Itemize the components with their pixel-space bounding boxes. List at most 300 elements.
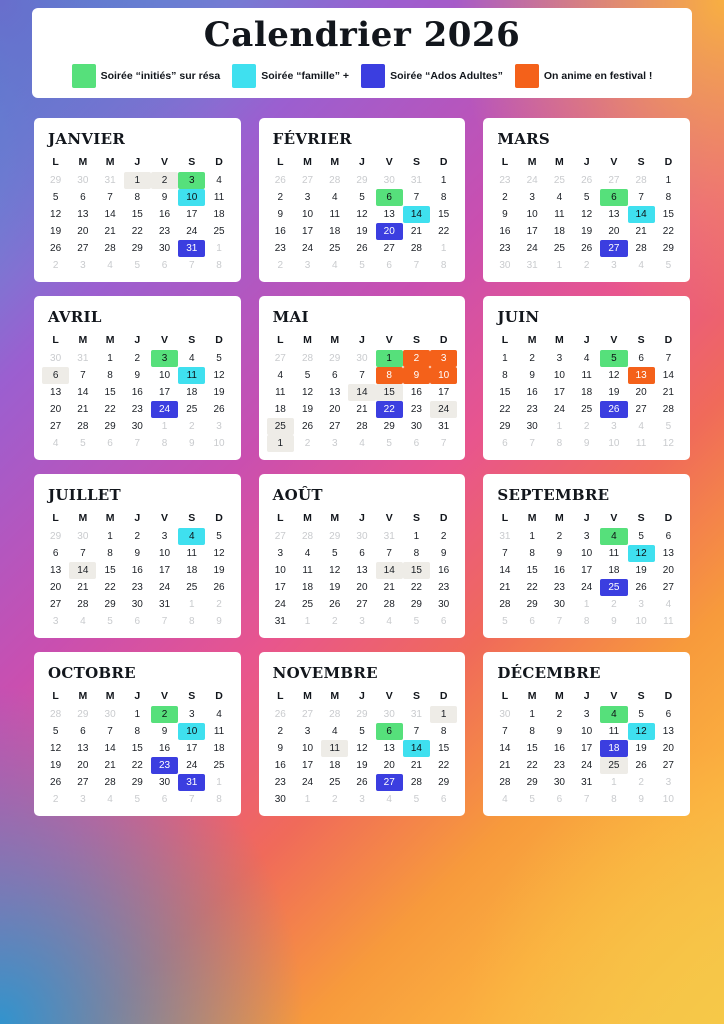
day-cell[interactable] [294, 240, 321, 257]
day-cell[interactable] [546, 740, 573, 757]
day-cell[interactable] [69, 223, 96, 240]
day-cell[interactable] [403, 545, 430, 562]
day-cell[interactable] [267, 206, 294, 223]
day-cell[interactable] [124, 435, 151, 452]
day-cell[interactable] [205, 350, 232, 367]
day-cell[interactable] [124, 223, 151, 240]
day-cell[interactable] [573, 545, 600, 562]
day-cell[interactable] [600, 401, 627, 418]
day-cell[interactable] [376, 723, 403, 740]
day-cell[interactable] [69, 418, 96, 435]
day-cell[interactable] [376, 706, 403, 723]
day-cell[interactable] [321, 240, 348, 257]
day-cell[interactable] [573, 740, 600, 757]
day-cell[interactable] [294, 350, 321, 367]
day-cell[interactable] [348, 596, 375, 613]
day-cell[interactable] [546, 172, 573, 189]
day-cell[interactable] [178, 435, 205, 452]
day-cell[interactable] [491, 206, 518, 223]
day-cell[interactable] [655, 528, 682, 545]
day-cell[interactable] [267, 723, 294, 740]
day-cell[interactable] [376, 757, 403, 774]
day-cell[interactable] [628, 562, 655, 579]
day-cell[interactable] [42, 223, 69, 240]
day-cell[interactable] [546, 384, 573, 401]
day-cell[interactable] [267, 240, 294, 257]
day-cell[interactable] [178, 240, 205, 257]
day-cell[interactable] [151, 257, 178, 274]
day-cell[interactable] [573, 579, 600, 596]
day-cell[interactable] [628, 223, 655, 240]
day-cell[interactable] [267, 172, 294, 189]
day-cell[interactable] [600, 172, 627, 189]
day-cell[interactable] [42, 384, 69, 401]
day-cell[interactable] [376, 579, 403, 596]
day-cell[interactable] [430, 740, 457, 757]
day-cell[interactable] [573, 757, 600, 774]
day-cell[interactable] [600, 206, 627, 223]
day-cell[interactable] [376, 206, 403, 223]
day-cell[interactable] [294, 740, 321, 757]
day-cell[interactable] [491, 350, 518, 367]
day-cell[interactable] [573, 791, 600, 808]
day-cell[interactable] [628, 350, 655, 367]
day-cell[interactable] [491, 596, 518, 613]
day-cell[interactable] [519, 172, 546, 189]
day-cell[interactable] [430, 545, 457, 562]
day-cell[interactable] [600, 240, 627, 257]
day-cell[interactable] [178, 706, 205, 723]
day-cell[interactable] [124, 706, 151, 723]
day-cell[interactable] [42, 774, 69, 791]
day-cell[interactable] [403, 723, 430, 740]
day-cell[interactable] [267, 757, 294, 774]
day-cell[interactable] [376, 528, 403, 545]
day-cell[interactable] [573, 528, 600, 545]
day-cell[interactable] [491, 528, 518, 545]
day-cell[interactable] [205, 189, 232, 206]
day-cell[interactable] [519, 257, 546, 274]
day-cell[interactable] [321, 562, 348, 579]
day-cell[interactable] [600, 723, 627, 740]
day-cell[interactable] [491, 240, 518, 257]
day-cell[interactable] [491, 562, 518, 579]
day-cell[interactable] [403, 435, 430, 452]
day-cell[interactable] [600, 350, 627, 367]
day-cell[interactable] [294, 367, 321, 384]
day-cell[interactable] [294, 384, 321, 401]
day-cell[interactable] [376, 613, 403, 630]
day-cell[interactable] [96, 367, 123, 384]
day-cell[interactable] [205, 206, 232, 223]
day-cell[interactable] [491, 774, 518, 791]
day-cell[interactable] [178, 562, 205, 579]
day-cell[interactable] [42, 579, 69, 596]
day-cell[interactable] [546, 367, 573, 384]
day-cell[interactable] [655, 172, 682, 189]
day-cell[interactable] [573, 350, 600, 367]
day-cell[interactable] [491, 189, 518, 206]
day-cell[interactable] [124, 528, 151, 545]
day-cell[interactable] [519, 206, 546, 223]
day-cell[interactable] [403, 740, 430, 757]
day-cell[interactable] [600, 791, 627, 808]
day-cell[interactable] [294, 257, 321, 274]
day-cell[interactable] [294, 596, 321, 613]
day-cell[interactable] [600, 596, 627, 613]
day-cell[interactable] [151, 545, 178, 562]
day-cell[interactable] [376, 240, 403, 257]
day-cell[interactable] [430, 435, 457, 452]
day-cell[interactable] [573, 723, 600, 740]
day-cell[interactable] [151, 579, 178, 596]
day-cell[interactable] [151, 435, 178, 452]
day-cell[interactable] [655, 757, 682, 774]
day-cell[interactable] [124, 579, 151, 596]
day-cell[interactable] [348, 740, 375, 757]
day-cell[interactable] [205, 172, 232, 189]
day-cell[interactable] [294, 562, 321, 579]
day-cell[interactable] [178, 774, 205, 791]
day-cell[interactable] [655, 723, 682, 740]
day-cell[interactable] [546, 528, 573, 545]
day-cell[interactable] [151, 384, 178, 401]
day-cell[interactable] [321, 613, 348, 630]
day-cell[interactable] [655, 740, 682, 757]
day-cell[interactable] [546, 189, 573, 206]
day-cell[interactable] [491, 223, 518, 240]
day-cell[interactable] [430, 774, 457, 791]
day-cell[interactable] [42, 418, 69, 435]
day-cell[interactable] [573, 206, 600, 223]
day-cell[interactable] [267, 189, 294, 206]
day-cell[interactable] [69, 596, 96, 613]
day-cell[interactable] [348, 774, 375, 791]
day-cell[interactable] [546, 757, 573, 774]
day-cell[interactable] [403, 206, 430, 223]
day-cell[interactable] [205, 740, 232, 757]
day-cell[interactable] [546, 596, 573, 613]
day-cell[interactable] [96, 223, 123, 240]
day-cell[interactable] [403, 596, 430, 613]
day-cell[interactable] [655, 706, 682, 723]
day-cell[interactable] [519, 435, 546, 452]
day-cell[interactable] [294, 189, 321, 206]
day-cell[interactable] [376, 401, 403, 418]
day-cell[interactable] [348, 401, 375, 418]
day-cell[interactable] [178, 384, 205, 401]
day-cell[interactable] [124, 401, 151, 418]
day-cell[interactable] [124, 596, 151, 613]
day-cell[interactable] [294, 545, 321, 562]
day-cell[interactable] [267, 791, 294, 808]
day-cell[interactable] [178, 613, 205, 630]
day-cell[interactable] [546, 774, 573, 791]
day-cell[interactable] [348, 791, 375, 808]
day-cell[interactable] [205, 418, 232, 435]
day-cell[interactable] [348, 562, 375, 579]
day-cell[interactable] [294, 418, 321, 435]
day-cell[interactable] [655, 791, 682, 808]
day-cell[interactable] [491, 545, 518, 562]
day-cell[interactable] [151, 706, 178, 723]
day-cell[interactable] [205, 757, 232, 774]
day-cell[interactable] [628, 596, 655, 613]
day-cell[interactable] [573, 706, 600, 723]
day-cell[interactable] [151, 596, 178, 613]
day-cell[interactable] [267, 545, 294, 562]
day-cell[interactable] [655, 774, 682, 791]
day-cell[interactable] [69, 791, 96, 808]
day-cell[interactable] [267, 435, 294, 452]
day-cell[interactable] [628, 189, 655, 206]
day-cell[interactable] [42, 189, 69, 206]
day-cell[interactable] [491, 723, 518, 740]
day-cell[interactable] [628, 757, 655, 774]
day-cell[interactable] [42, 545, 69, 562]
day-cell[interactable] [69, 435, 96, 452]
day-cell[interactable] [546, 418, 573, 435]
day-cell[interactable] [96, 401, 123, 418]
day-cell[interactable] [628, 367, 655, 384]
day-cell[interactable] [519, 791, 546, 808]
day-cell[interactable] [655, 596, 682, 613]
day-cell[interactable] [430, 350, 457, 367]
day-cell[interactable] [600, 189, 627, 206]
day-cell[interactable] [178, 579, 205, 596]
day-cell[interactable] [491, 791, 518, 808]
day-cell[interactable] [655, 401, 682, 418]
day-cell[interactable] [96, 723, 123, 740]
day-cell[interactable] [178, 206, 205, 223]
day-cell[interactable] [321, 774, 348, 791]
day-cell[interactable] [573, 613, 600, 630]
day-cell[interactable] [151, 528, 178, 545]
day-cell[interactable] [205, 240, 232, 257]
day-cell[interactable] [655, 562, 682, 579]
day-cell[interactable] [403, 350, 430, 367]
day-cell[interactable] [600, 435, 627, 452]
day-cell[interactable] [267, 528, 294, 545]
day-cell[interactable] [573, 435, 600, 452]
day-cell[interactable] [430, 562, 457, 579]
day-cell[interactable] [546, 706, 573, 723]
day-cell[interactable] [430, 172, 457, 189]
day-cell[interactable] [600, 528, 627, 545]
day-cell[interactable] [348, 206, 375, 223]
day-cell[interactable] [151, 401, 178, 418]
day-cell[interactable] [430, 596, 457, 613]
day-cell[interactable] [491, 172, 518, 189]
day-cell[interactable] [348, 545, 375, 562]
day-cell[interactable] [321, 172, 348, 189]
day-cell[interactable] [96, 435, 123, 452]
day-cell[interactable] [491, 757, 518, 774]
day-cell[interactable] [205, 613, 232, 630]
day-cell[interactable] [491, 706, 518, 723]
day-cell[interactable] [42, 435, 69, 452]
day-cell[interactable] [430, 367, 457, 384]
day-cell[interactable] [69, 774, 96, 791]
day-cell[interactable] [546, 401, 573, 418]
day-cell[interactable] [519, 240, 546, 257]
day-cell[interactable] [124, 791, 151, 808]
day-cell[interactable] [655, 613, 682, 630]
day-cell[interactable] [655, 545, 682, 562]
day-cell[interactable] [655, 435, 682, 452]
day-cell[interactable] [546, 257, 573, 274]
day-cell[interactable] [267, 596, 294, 613]
day-cell[interactable] [151, 774, 178, 791]
day-cell[interactable] [546, 435, 573, 452]
day-cell[interactable] [96, 528, 123, 545]
day-cell[interactable] [348, 528, 375, 545]
day-cell[interactable] [151, 740, 178, 757]
day-cell[interactable] [321, 596, 348, 613]
day-cell[interactable] [491, 257, 518, 274]
day-cell[interactable] [403, 384, 430, 401]
day-cell[interactable] [42, 791, 69, 808]
day-cell[interactable] [178, 189, 205, 206]
day-cell[interactable] [403, 401, 430, 418]
day-cell[interactable] [205, 774, 232, 791]
day-cell[interactable] [348, 240, 375, 257]
day-cell[interactable] [124, 723, 151, 740]
day-cell[interactable] [376, 172, 403, 189]
day-cell[interactable] [519, 562, 546, 579]
day-cell[interactable] [178, 791, 205, 808]
day-cell[interactable] [491, 613, 518, 630]
day-cell[interactable] [96, 172, 123, 189]
day-cell[interactable] [178, 223, 205, 240]
day-cell[interactable] [403, 757, 430, 774]
day-cell[interactable] [628, 723, 655, 740]
day-cell[interactable] [321, 757, 348, 774]
day-cell[interactable] [321, 706, 348, 723]
day-cell[interactable] [42, 562, 69, 579]
day-cell[interactable] [376, 435, 403, 452]
day-cell[interactable] [519, 350, 546, 367]
day-cell[interactable] [205, 706, 232, 723]
day-cell[interactable] [519, 757, 546, 774]
day-cell[interactable] [348, 418, 375, 435]
day-cell[interactable] [178, 367, 205, 384]
day-cell[interactable] [376, 367, 403, 384]
day-cell[interactable] [403, 240, 430, 257]
day-cell[interactable] [348, 189, 375, 206]
day-cell[interactable] [403, 223, 430, 240]
day-cell[interactable] [124, 545, 151, 562]
day-cell[interactable] [430, 418, 457, 435]
day-cell[interactable] [96, 189, 123, 206]
day-cell[interactable] [42, 740, 69, 757]
day-cell[interactable] [69, 613, 96, 630]
day-cell[interactable] [348, 757, 375, 774]
day-cell[interactable] [628, 435, 655, 452]
day-cell[interactable] [267, 367, 294, 384]
day-cell[interactable] [348, 367, 375, 384]
day-cell[interactable] [628, 172, 655, 189]
day-cell[interactable] [573, 596, 600, 613]
day-cell[interactable] [205, 562, 232, 579]
day-cell[interactable] [430, 384, 457, 401]
day-cell[interactable] [655, 384, 682, 401]
day-cell[interactable] [600, 774, 627, 791]
day-cell[interactable] [403, 418, 430, 435]
day-cell[interactable] [294, 401, 321, 418]
day-cell[interactable] [348, 613, 375, 630]
day-cell[interactable] [267, 401, 294, 418]
day-cell[interactable] [96, 579, 123, 596]
day-cell[interactable] [321, 350, 348, 367]
day-cell[interactable] [430, 206, 457, 223]
day-cell[interactable] [321, 418, 348, 435]
day-cell[interactable] [294, 172, 321, 189]
day-cell[interactable] [600, 706, 627, 723]
day-cell[interactable] [321, 791, 348, 808]
day-cell[interactable] [124, 350, 151, 367]
day-cell[interactable] [321, 528, 348, 545]
day-cell[interactable] [205, 791, 232, 808]
day-cell[interactable] [600, 223, 627, 240]
day-cell[interactable] [205, 384, 232, 401]
day-cell[interactable] [600, 367, 627, 384]
day-cell[interactable] [205, 257, 232, 274]
day-cell[interactable] [42, 596, 69, 613]
day-cell[interactable] [519, 774, 546, 791]
day-cell[interactable] [124, 418, 151, 435]
day-cell[interactable] [403, 562, 430, 579]
day-cell[interactable] [430, 723, 457, 740]
day-cell[interactable] [267, 706, 294, 723]
day-cell[interactable] [376, 189, 403, 206]
day-cell[interactable] [376, 740, 403, 757]
day-cell[interactable] [96, 562, 123, 579]
day-cell[interactable] [151, 791, 178, 808]
day-cell[interactable] [294, 791, 321, 808]
day-cell[interactable] [267, 257, 294, 274]
day-cell[interactable] [348, 384, 375, 401]
day-cell[interactable] [546, 545, 573, 562]
day-cell[interactable] [294, 723, 321, 740]
day-cell[interactable] [628, 206, 655, 223]
day-cell[interactable] [573, 418, 600, 435]
day-cell[interactable] [491, 740, 518, 757]
day-cell[interactable] [628, 579, 655, 596]
day-cell[interactable] [376, 223, 403, 240]
day-cell[interactable] [151, 189, 178, 206]
day-cell[interactable] [124, 562, 151, 579]
day-cell[interactable] [69, 257, 96, 274]
day-cell[interactable] [321, 189, 348, 206]
day-cell[interactable] [321, 740, 348, 757]
day-cell[interactable] [655, 350, 682, 367]
day-cell[interactable] [546, 723, 573, 740]
day-cell[interactable] [205, 435, 232, 452]
day-cell[interactable] [124, 206, 151, 223]
day-cell[interactable] [42, 206, 69, 223]
day-cell[interactable] [628, 401, 655, 418]
day-cell[interactable] [600, 562, 627, 579]
day-cell[interactable] [628, 774, 655, 791]
day-cell[interactable] [42, 528, 69, 545]
day-cell[interactable] [430, 791, 457, 808]
day-cell[interactable] [151, 350, 178, 367]
day-cell[interactable] [519, 545, 546, 562]
day-cell[interactable] [348, 350, 375, 367]
day-cell[interactable] [628, 791, 655, 808]
day-cell[interactable] [655, 418, 682, 435]
